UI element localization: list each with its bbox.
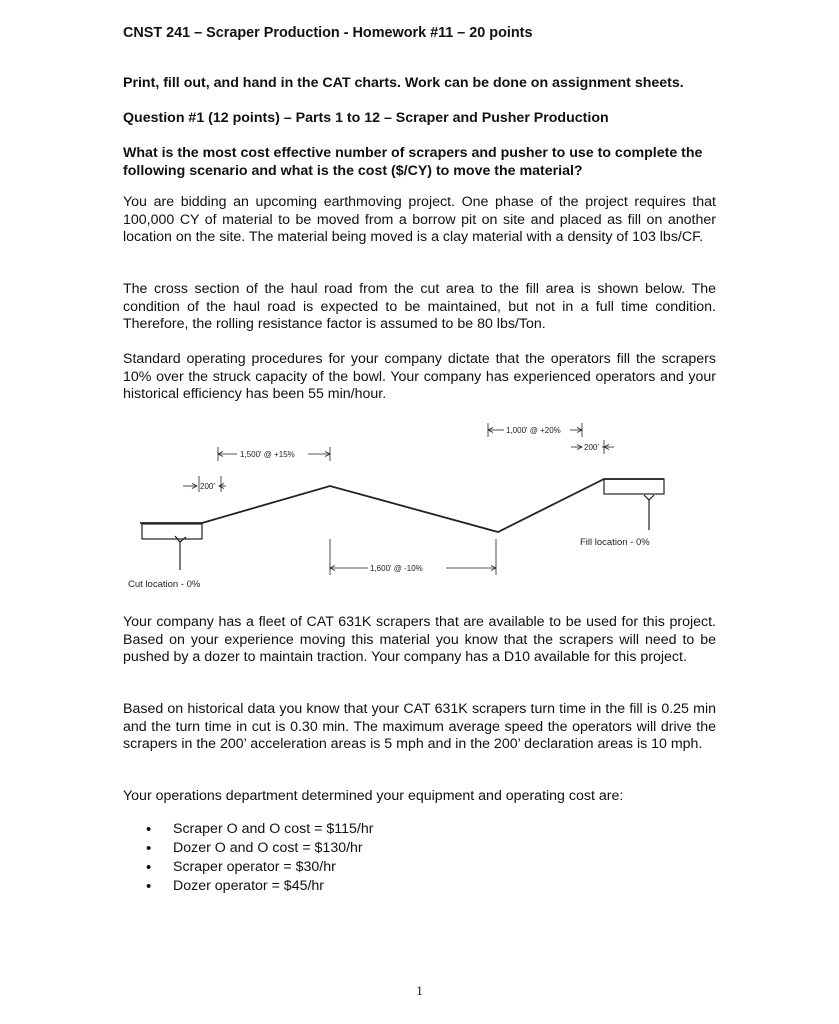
fill-pointer-arrow	[644, 495, 654, 500]
list-item: • Dozer operator = $45/hr	[123, 877, 623, 896]
paragraph-fleet: Your company has a fleet of CAT 631K scrapers that are available to be used for this project. Based on your experience moving this material you know that the scrapers will need to be pushed by a dozer to maintain traction. Your company has a D10 available for this project.	[123, 614, 716, 665]
haul-road-cross-section	[120, 418, 680, 600]
fill-pad	[604, 479, 664, 494]
decel-dimension-label: 200'	[584, 443, 599, 452]
cut-location-label: Cut location - 0%	[128, 579, 201, 590]
page-number: 1	[416, 983, 423, 998]
segment-1-label: 1,500' @ +15%	[240, 450, 295, 459]
segment-3-label: 1,000' @ +20%	[506, 426, 561, 435]
list-item: • Scraper operator = $30/hr	[123, 858, 623, 877]
question-heading: Question #1 (12 points) – Parts 1 to 12 – Scraper and Pusher Production	[123, 110, 609, 126]
paragraph-operations: Standard operating procedures for your company dictate that the operators fill the scrapers 10% over the struck capacity of the bowl. Your company has experienced operators and your historical efficiency has been 55 min/hour.	[123, 351, 716, 402]
list-item: • Scraper O and O cost = $115/hr	[123, 820, 623, 839]
question-prompt: What is the most cost effective number of scrapers and pusher to use to complete the following scenario and what is the cost ($/CY) to move the material?	[123, 145, 703, 179]
paragraph-costs-intro: Your operations department determined your equipment and operating cost are:	[123, 788, 624, 804]
paragraph-haul-road: The cross section of the haul road from the cut area to the fill area is shown below. The condition of the haul road is expected to be maintained, but not in a full time condition. Therefore, the rolling resistance factor is assumed to be 80 lbs/Ton.	[123, 281, 716, 332]
paragraph-turn-time: Based on historical data you know that your CAT 631K scrapers turn time in the fill is 0.25 min and the turn time in cut is 0.30 min. The maximum average speed the operators will drive the scrapers in the 200’ acceleration areas is 5 mph and in the 200’ declaration areas is 10 mph.	[123, 701, 716, 752]
cost-list	[123, 820, 623, 896]
list-item: • Dozer O and O cost = $130/hr	[123, 839, 623, 858]
page-title: CNST 241 – Scraper Production - Homework #11 – 20 points	[123, 25, 533, 41]
haul-road-profile	[140, 479, 664, 532]
fill-location-label: Fill location - 0%	[580, 537, 650, 548]
cut-pit	[142, 524, 202, 539]
instructions: Print, fill out, and hand in the CAT charts. Work can be done on assignment sheets.	[123, 75, 684, 91]
paragraph-project: You are bidding an upcoming earthmoving project. One phase of the project requires that 100,000 CY of material to be moved from a borrow pit on site and placed as fill on another location on the site. The material being moved is a clay material with a density of 103 lbs/CF.	[123, 194, 716, 245]
segment-2-label: 1,600' @ -10%	[370, 564, 423, 573]
accel-dimension-label: 200'	[200, 482, 215, 491]
